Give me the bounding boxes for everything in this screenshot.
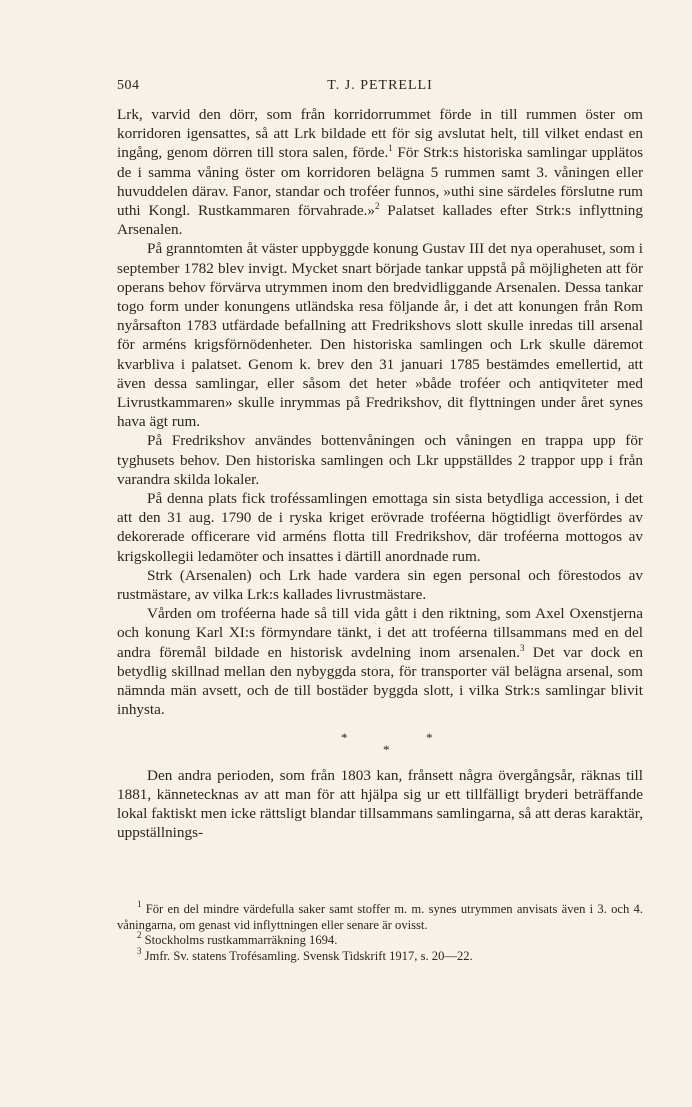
footnote-mark: 3 — [137, 945, 142, 956]
paragraph — [117, 431, 643, 489]
footnote-text: Jmfr. Sv. statens Trofésamling. Svensk Tidskrift 1917, s. 20—22. — [141, 948, 473, 963]
paragraph-text: På Fredrikshov användes bottenvåningen och våningen en trappa upp för tyghusets behov. Den historiska samlingen och Lkr uppställdes 2 trappor upp i från varandra skilda lokaler. — [117, 432, 643, 488]
footnote — [117, 899, 643, 933]
paragraph — [117, 766, 643, 843]
footnote — [117, 945, 643, 965]
paragraph-text: Palatset kallades efter Strk:s inflyttning Arsenalen. — [117, 202, 643, 239]
body-text — [117, 105, 643, 842]
paragraph — [117, 239, 643, 431]
paragraph-text: Lrk, varvid den dörr, som från korridorrummet förde in till rummen öster om korridoren igensattes, så att Lrk bildade ett för sig avslutat helt, till vilket endast en ingång, genom dörren till stora salen, förde. — [117, 106, 643, 162]
paragraph — [117, 105, 643, 239]
footnote-text: För en del mindre värdefulla saker samt stoffer m. m. synes utrymmen anvisats även i 3. och 4. våningarna, om genast vid inflyttningen eller senare är ovisst. — [117, 902, 643, 932]
asterism: * — [383, 741, 390, 757]
paragraph — [117, 604, 643, 719]
paragraph-text: För Strk:s historiska samlingar upplätos de i samma våning öster om korridoren belägna 5 rummen samt 3. våningen eller huvuddelen därav. Fanor, standar och troféer funnos, »uthi sine särdeles förslutne rum uthi Kongl. Rustkammaren förvahrade.» — [117, 144, 643, 220]
asterism: * — [341, 729, 348, 745]
footnote — [117, 930, 643, 949]
section-break — [117, 726, 643, 760]
footnote-text: Stockholms rustkammarräkning 1694. — [141, 933, 338, 948]
page-header — [117, 78, 643, 98]
asterism: * — [426, 729, 433, 745]
paragraph-text: Det var dock en betydlig skillnad mellan den nybyggda stora, för transporter väl belägna arsenal, som nämnda män avsett, och de till bostäder byggda slott, i vilka Strk:s samlingar blivit inhysta. — [117, 643, 643, 719]
footnote-ref: 2 — [374, 201, 380, 212]
footnote-mark: 1 — [137, 899, 142, 909]
page-number: 504 — [117, 78, 140, 93]
running-head: T. J. PETRELLI — [327, 78, 433, 93]
footnote-mark: 2 — [137, 930, 142, 941]
paragraph-text: Den andra perioden, som från 1803 kan, frånsett några övergångsår, räknas till 1881, kännetecknas av att man för att hjälpa sig ur ett tillfälligt bryderi beträffande lokal faktiskt men icke rättsligt blandar tillsammans samlingarna, så att deras karaktär, uppställnings- — [117, 766, 643, 842]
paragraph-text: På granntomten åt väster uppbyggde konung Gustav III det nya operahuset, som i september 1782 blev invigt. Mycket snart började tankar uppstå på möjligheten att för operans behov förvärva utrymmen inom den bredvidliggande Arsenalen. Dessa tankar togo form under konungens utländska resa följande år, i det att konungen från Rom nyårsafton 1783 utfärdade befallning att Fredrikshovs slott skulle inredas till arsenal för arméns krigsförnödenheter. Den historiska samlingen och Lrk skulle däremot kvarbliva i palatset. Genom k. brev den 31 januari 1785 bestämdes emellertid, att även dessa samlingar, eller såsom det heter »både troféer och antiqviteter med Livrustkammaren» skulle inrymmas på Fredrikshov, dit flyttningen under året synes hava ägt rum. — [117, 240, 643, 431]
footnote-ref: 3 — [519, 642, 525, 653]
footnotes — [117, 899, 643, 964]
footnote-ref: 1 — [388, 143, 393, 154]
paragraph-text: Vården om troféerna hade så till vida gått i den riktning, som Axel Oxenstjerna och konung Karl XI:s förmyndare tänkt, i det att troféerna tillsammans med en del andra föremål bildade en historisk avdelning inom arsenalen. — [117, 605, 643, 661]
paragraph — [117, 566, 643, 604]
paragraph-text: Strk (Arsenalen) och Lrk hade vardera sin egen personal och förestodos av rustmästare, av vilka Lrk:s kallades livrustmästare. — [117, 566, 643, 604]
paragraph-text: På denna plats fick troféssamlingen emottaga sin sista betydliga accession, i det att den 31 aug. 1790 de i ryska kriget erövrade troféerna högtidligt överfördes av dekorerade officerare vid arméns flotta till Fredrikshov, där troféerna mottogos av krigskollegii ledamöter och insattes i därtill anordnade rum. — [117, 490, 643, 565]
paragraph — [117, 489, 643, 566]
